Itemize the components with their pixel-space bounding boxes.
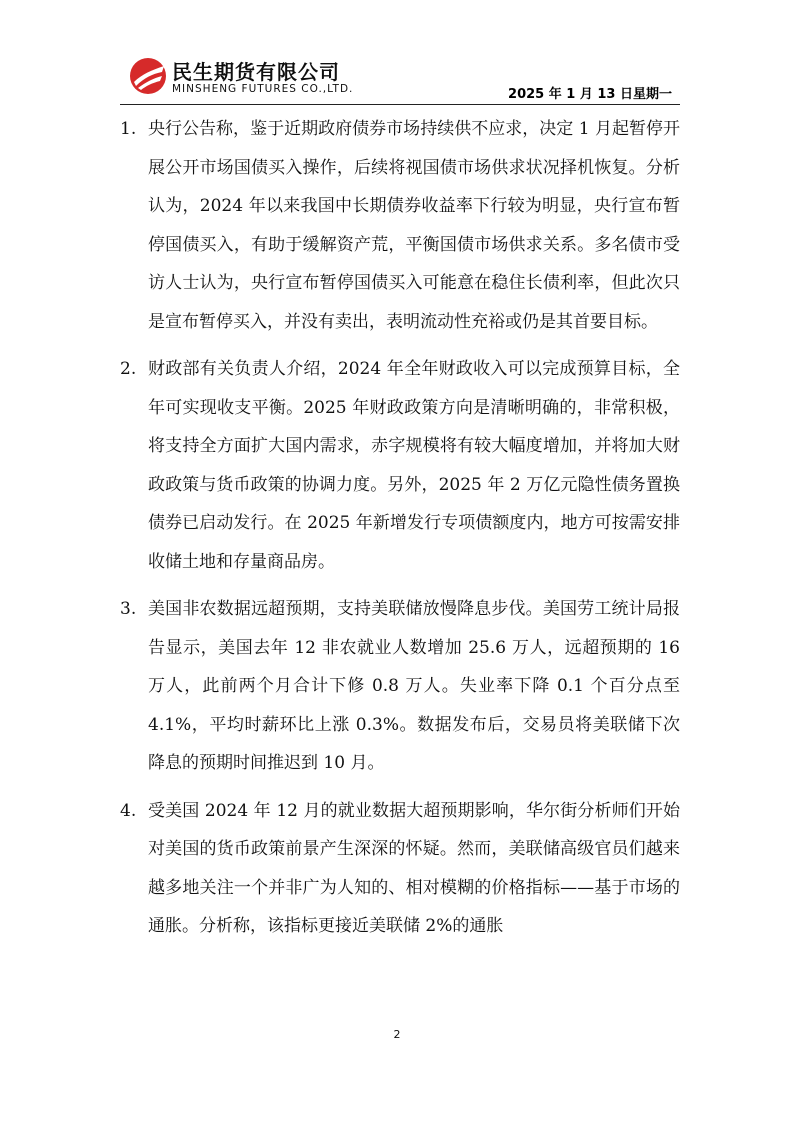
item-text: 财政部有关负责人介绍，2024 年全年财政收入可以完成预算目标，全年可实现收支平衡。2025 年财政政策方向是清晰明确的，非常积极，将支持全方面扩大国内需求，赤字规模将有较大幅度增加，并将加大财政政策与货币政策的协调力度。另外，2025 年 2 万亿元隐性债务置换债券已启动发行。在 2025 年新增发行专项债额度内，地方可按需安排收储土地和存量商品房。: [148, 359, 680, 572]
company-name-cn: 民生期货有限公司: [172, 60, 340, 84]
item-number: 1.: [120, 119, 137, 139]
company-name-en: MINSHENG FUTURES CO.,LTD.: [172, 83, 354, 95]
item-number: 4.: [120, 800, 137, 821]
list-item: [120, 792, 680, 946]
report-date: 2025 年 1 月 13 日星期一: [508, 87, 672, 102]
list-item: [120, 350, 680, 590]
item-text: 受美国 2024 年 12 月的就业数据大超预期影响，华尔街分析师们开始对美国的货币政策前景产生深深的怀疑。然而，美联储高级官员们越来越多地关注一个并非广为人知的、相对模糊的价格指标——基于市场的通胀。分析称，该指标更接近美联储 2%的通胀: [148, 800, 680, 936]
item-text: 美国非农数据远超预期，支持美联储放慢降息步伐。美国劳工统计局报告显示，美国去年 12 非农就业人数增加 25.6 万人，远超预期的 16 万人，此前两个月合计下修 0.8 万人。失业率下降 0.1 个百分点至 4.1%，平均时薪环比上涨 0.3%。数据发布后，交易员将美联储下次降息的预期时间推迟到 10 月。: [148, 599, 680, 773]
item-number: 2.: [120, 359, 137, 379]
list-item: [120, 110, 680, 350]
page-number: 2: [393, 1028, 401, 1041]
page-header: [120, 50, 680, 106]
item-text: 央行公告称，鉴于近期政府债券市场持续供不应求，决定 1 月起暂停开展公开市场国债买入操作，后续将视国债市场供求状况择机恢复。分析认为，2024 年以来我国中长期债券收益率下行较为明显，央行宣布暂停国债买入，有助于缓解资产荒，平衡国债市场供求关系。多名债市受访人士认为，央行宣布暂停国债买入可能意在稳住长债利率，但此次只是宣布暂停买入，并没有卖出，表明流动性充裕或仍是其首要目标。: [148, 119, 680, 332]
item-number: 3.: [120, 599, 137, 619]
minsheng-logo-icon: [128, 56, 168, 96]
header-divider: [120, 104, 680, 105]
list-item: [120, 590, 680, 792]
news-list: [120, 110, 680, 946]
